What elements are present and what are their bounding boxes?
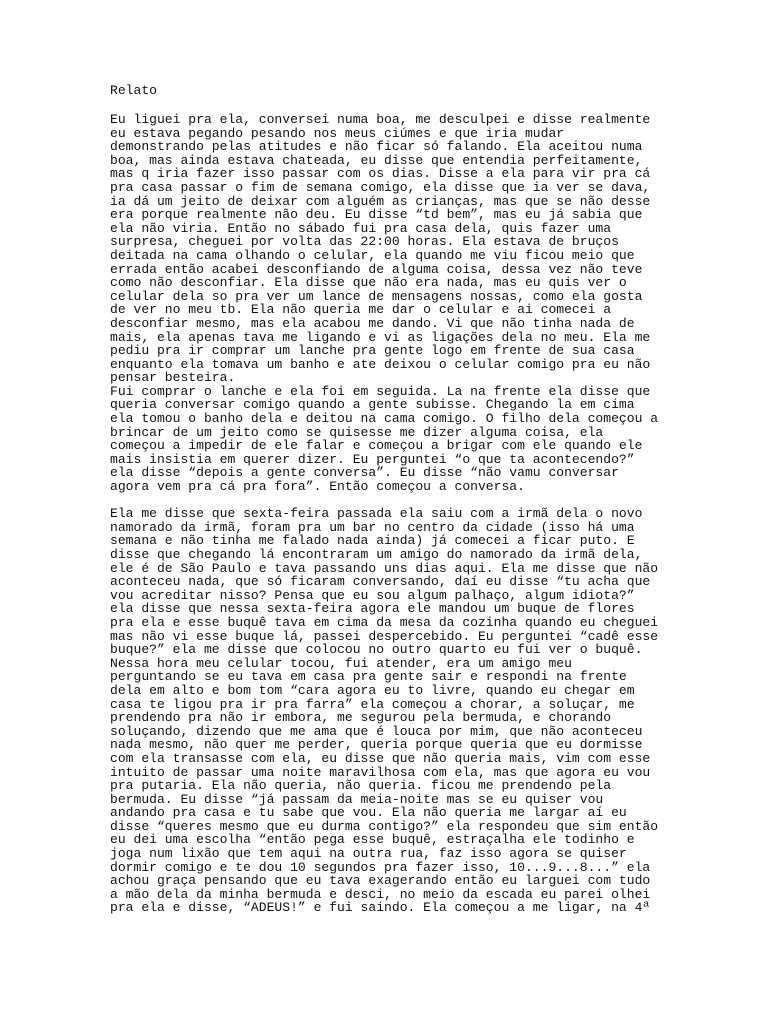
text-line: de ver no meu tb. Ela não queria me dar o celular e ai comecei a <box>110 302 612 318</box>
text-line: achou graça pensando que eu tava exagerando então eu larguei com tudo <box>110 873 651 889</box>
text-line: brincar de um jeito como se quisesse me dizer alguma coisa, ela <box>110 424 604 440</box>
text-line: eu estava pegando pesando nos meus ciúmes e que iria mudar <box>110 125 565 141</box>
text-line: pra putaria. Ela não queria, não queria. ficou me prendendo pela <box>110 778 612 794</box>
text-line: eu dei uma escolha “então pega esse buquê, estraçalha ele todinho e <box>110 832 635 848</box>
text-line: Eu liguei pra ela, conversei numa boa, me desculpei e disse realmente <box>110 112 651 127</box>
text-line: disse que chegando lá encontraram um amigo do namorado da irmã dela, <box>110 547 643 562</box>
paragraph <box>110 113 658 494</box>
text-line: nada mesmo, não quer me perder, queria porque queria que eu dormisse <box>110 737 643 753</box>
text-line: enquanto ela tomava um banho e ate deixou o celular comigo pra eu não <box>110 356 651 372</box>
text-line: perguntando se eu tava em casa pra gente sair e respondi na frente <box>110 669 627 685</box>
text-line: aconteceu nada, que só ficaram conversando, daí eu disse “tu acha que <box>110 574 651 590</box>
text-line: bermuda. Eu disse “já passam da meia-noite mas se eu quiser vou <box>110 791 604 807</box>
text-line: ia dá um jeito de deixar com alguém as crianças, mas que se não desse <box>110 193 651 209</box>
text-line: joga num lixão que tem aqui na outra rua, faz isso agora se quiser <box>110 846 627 862</box>
text-line: soluçando, dizendo que me ama que é louca por mim, que não aconteceu <box>110 723 643 739</box>
text-line: com ela transasse com ela, eu disse que não queria mais, vim com esse <box>110 750 651 766</box>
text-line: pra ela e esse buquê tava em cima da mesa da cozinha quando eu cheguei <box>110 614 659 630</box>
text-line: boa, mas ainda estava chateada, eu disse que entendia perfeitamente, <box>110 152 643 168</box>
text-line: ela disse que nessa sexta-feira agora ele mandou um buque de flores <box>110 601 635 617</box>
document-body <box>110 113 658 915</box>
text-line: era porque realmente não deu. Eu disse “td bem”, mas eu já sabia que <box>110 207 643 223</box>
text-line: ela tomou o banho dela e deitou na cama comigo. O filho dela começou a <box>110 411 659 427</box>
text-line: namorado da irmã, foram pra um bar no centro da cidade (isso há uma <box>110 519 635 535</box>
text-line: a mão dela da minha bermuda e desci, no meio da escada eu parei olhei <box>110 886 651 902</box>
text-line: pra casa passar o fim de semana comigo, ela disse que ia ver se dava, <box>110 179 651 195</box>
text-line: semana e não tinha me falado nada ainda) já comecei a ficar puto. E <box>110 533 635 549</box>
text-line: ele é de São Paulo e tava passando uns dias aqui. Ela me disse que não <box>110 560 659 576</box>
text-line: agora vem pra cá pra fora”. Então começou a conversa. <box>110 479 525 495</box>
text-line: ela não viria. Então no sábado fui pra casa dela, quis fazer uma <box>110 220 612 236</box>
text-line: surpresa, cheguei por volta das 22:00 horas. Ela estava de bruços <box>110 234 619 250</box>
text-line: buque?” ela me disse que colocou no outro quarto eu fui ver o buquê. <box>110 642 643 658</box>
text-line: pediu pra ir comprar um lanche pra gente logo em frente de sua casa <box>110 343 635 359</box>
text-line: pra ela e disse, “ADEUS!” e fui saindo. Ela começou a me ligar, na 4ª <box>110 900 651 916</box>
text-line: andando pra casa e tu sabe que vou. Ela não queria me largar aí eu <box>110 805 627 821</box>
text-line: vou acreditar nisso? Pensa que eu sou algum palhaço, algum idiota?” <box>110 587 635 603</box>
text-line: disse “queres mesmo que eu durma contigo?” ela respondeu que sim então <box>110 818 659 834</box>
text-line: mas q iria fazer isso passar com os dias. Disse a ela para vir pra cá <box>110 166 651 182</box>
text-line: começou a impedir de ele falar e começou a brigar com ele quando ele <box>110 438 643 454</box>
text-line: prendendo pra não ir embora, me segurou pela bermuda, e chorando <box>110 710 612 726</box>
text-line: queria conversar comigo quando a gente subisse. Chegando la em cima <box>110 397 635 413</box>
text-line: deitada na cama olhando o celular, ela quando me viu ficou meio que <box>110 247 635 263</box>
text-line: Fui comprar o lanche e ela foi em seguida. La na frente ela disse que <box>110 383 651 399</box>
text-line: pensar besteira. <box>110 370 236 386</box>
text-line: ela disse “depois a gente conversa”. Eu disse “não vamu conversar <box>110 465 619 481</box>
text-line: mas não vi esse buque lá, passei despercebido. Eu perguntei “cadê esse <box>110 628 659 644</box>
text-line: intuito de passar uma noite maravilhosa com ela, mas que agora eu vou <box>110 764 651 780</box>
text-line: Nessa hora meu celular tocou, fui atender, era um amigo meu <box>110 655 572 671</box>
text-line: como não desconfiar. Ela disse que não era nada, mas eu quis ver o <box>110 275 627 291</box>
text-line: dormir comigo e te dou 10 segundos pra fazer isso, 10...9...8...” ela <box>110 859 651 875</box>
text-line: celular dela so pra ver um lance de mensagens nossas, como ela gosta <box>110 288 643 304</box>
document-title: Relato <box>110 83 157 98</box>
paragraph <box>110 507 658 915</box>
text-line: casa te ligou pra ir pra farra” ela começou a chorar, a soluçar, me <box>110 696 635 712</box>
text-line: demonstrando pelas atitudes e não ficar só falando. Ela aceitou numa <box>110 139 643 155</box>
text-line: Ela me disse que sexta-feira passada ela saiu com a irmã dela o novo <box>110 506 643 522</box>
text-line: errada então acabei desconfiando de alguma coisa, dessa vez não teve <box>110 261 643 277</box>
text-line: desconfiar mesmo, mas ela acabou me dando. Vi que não tinha nada de <box>110 315 635 331</box>
text-line: dela em alto e bom tom “cara agora eu to livre, quando eu chegar em <box>110 682 635 698</box>
text-line: mais, ela apenas tava me ligando e vi as ligações dela no meu. Ela me <box>110 329 651 345</box>
paragraph-gap <box>110 494 658 508</box>
text-line: mais insistia em querer dizer. Eu perguntei “o que ta acontecendo?” <box>110 451 635 467</box>
